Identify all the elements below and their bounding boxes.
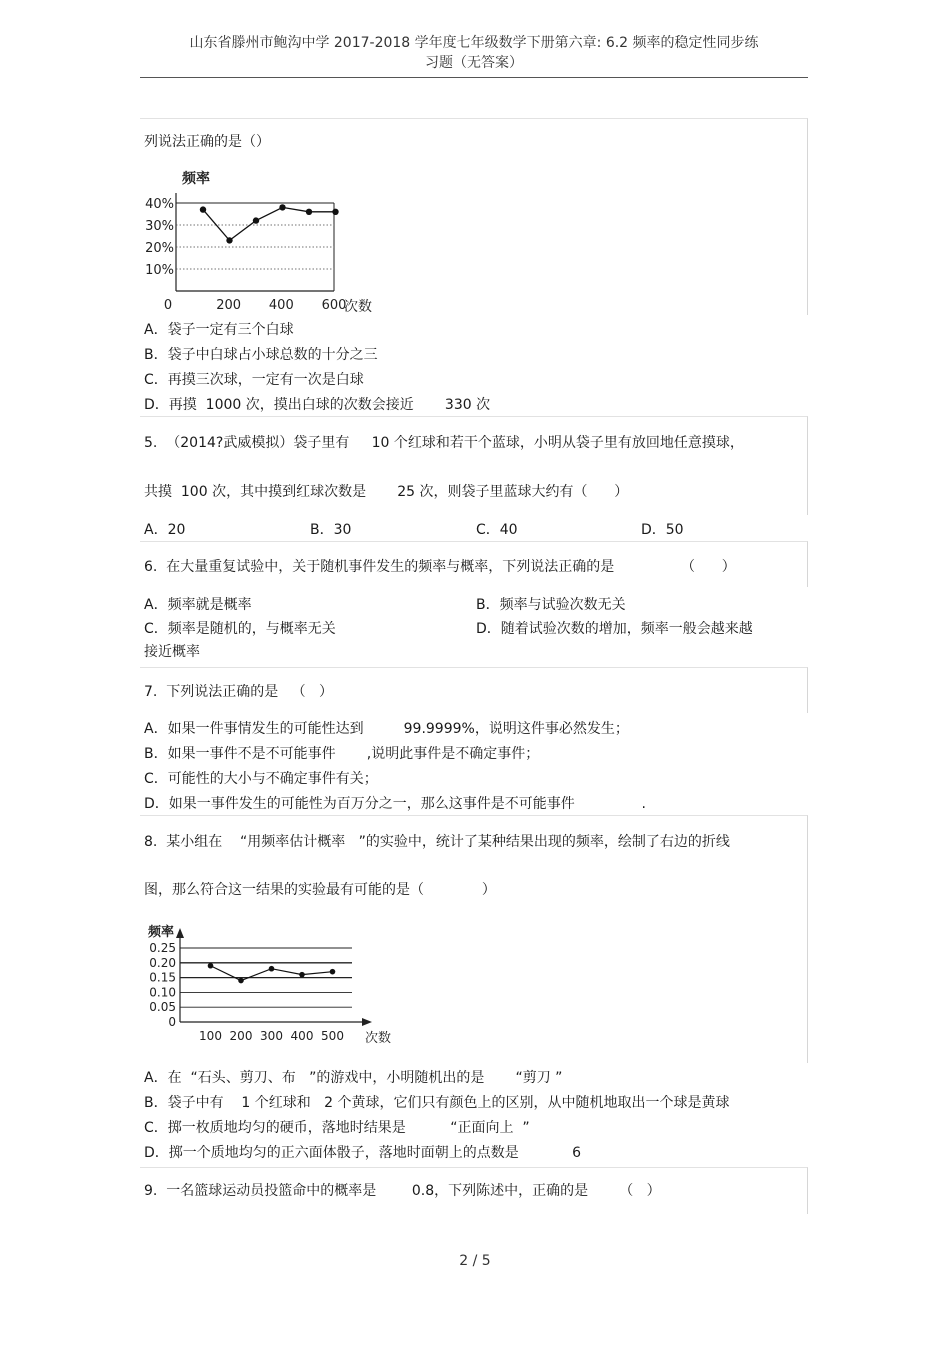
y-tick-label: 0.05 [149,1000,176,1015]
data-point [299,972,305,978]
y-tick-label: 0.10 [149,985,176,1000]
data-point [208,963,214,969]
x-tick-label: 300 [260,1029,283,1043]
x-axis-arrow [362,1018,372,1026]
q7-option-d: D．如果一事件发生的可能性为百万分之一，那么这事件是不可能事件 . [144,796,646,812]
y-tick-label: 0.20 [149,955,176,970]
data-point [200,206,206,212]
x-axis-title: 次数 [365,1031,392,1046]
q6-stem: 6. 在大量重复试验中，关于随机事件发生的频率与概率，下列说法正确的是 （ ） [144,559,736,575]
q5-option-d: D．50 [641,522,684,538]
q6-option-c: C．频率是随机的，与概率无关 [144,621,336,637]
x-tick-label: 200 [216,298,242,313]
x-axis-title: 次数 [344,299,372,315]
x-tick-label: 100 [199,1029,222,1043]
data-point [238,978,244,984]
q5-stem-line-1: 5. （2014?武威模拟）袋子里有 10 个红球和若干个蓝球，小明从袋子里有放回地任意摸球， [144,435,744,451]
page-header [140,33,808,73]
data-point [332,209,338,215]
q7-option-c: C．可能性的大小与不确定事件有关； [144,771,378,787]
y-axis-arrow [176,928,184,938]
y-tick-label: 0.15 [149,970,176,985]
series-line [203,207,336,240]
q5-option-c: C．40 [476,522,518,538]
x-tick-label: 500 [321,1029,344,1043]
q5-option-b: B．30 [310,522,352,538]
q4-frequency-chart [140,165,390,315]
q8-option-b: B．袋子中有 1 个红球和 2 个黄球，它们只有颜色上的区别，从中随机地取出一个球是黄球 [144,1095,730,1111]
data-point [253,217,259,223]
q4-option-b: B．袋子中白球占小球总数的十分之三 [144,347,378,363]
q8-option-d: D．掷一个质地均匀的正六面体骰子，落地时面朝上的点数是 6 [144,1145,582,1161]
x-tick-label: 0 [163,298,173,313]
data-point [306,209,312,215]
page-number: 2 / 5 [459,1253,491,1269]
q8-option-c: C．掷一枚质地均匀的硬币，落地时结果是 “正面向上 ” [144,1120,530,1136]
q6-option-d-continued: 接近概率 [144,644,200,660]
q6-option-b: B．频率与试验次数无关 [476,597,626,613]
header-line-1: 山东省滕州市鲍沟中学 2017-2018 学年度七年级数学下册第六章: 6.2 频率的稳定性同步练 [189,35,759,51]
y-axis-title: 频率 [182,171,210,187]
header-divider [140,77,808,78]
q5-stem-line-2: 共摸 100 次，其中摸到红球次数是 25 次，则袋子里蓝球大约有（ ） [144,484,629,500]
q7-stem: 7. 下列说法正确的是 （ ） [144,684,333,700]
data-point [279,204,285,210]
q8-stem-line-1: 8. 某小组在 “用频率估计概率 ”的实验中，统计了某种结果出现的频率，绘制了右边的折线 [144,834,730,850]
header-line-2: 习题（无答案） [425,55,523,71]
y-tick-label: 40% [145,197,174,212]
y-tick-label: 30% [145,219,174,234]
q6-option-d: D．随着试验次数的增加，频率一般会越来越 [476,621,753,637]
q7-option-a: A．如果一件事情发生的可能性达到 99.9999%，说明这件事必然发生； [144,721,629,737]
q5-option-a: A．20 [144,522,186,538]
y-tick-label: 0 [168,1015,176,1029]
q4-option-c: C．再摸三次球，一定有一次是白球 [144,372,364,388]
x-tick-label: 400 [268,298,294,313]
x-tick-label: 600 [321,298,347,313]
q8-frequency-chart [140,918,400,1058]
q7-option-b: B．如果一事件不是不可能事件 ,说明此事件是不确定事件； [144,746,540,762]
x-tick-label: 200 [229,1029,253,1043]
data-point [269,966,275,972]
q4-option-d: D．再摸 1000 次，摸出白球的次数会接近 330 次 [144,397,491,413]
q8-stem-line-2: 图，那么符合这一结果的实验最有可能的是（ ） [144,882,496,898]
data-point [330,969,336,975]
q9-stem: 9. 一名篮球运动员投篮命中的概率是 0.8，下列陈述中，正确的是 （ ） [144,1183,661,1199]
q6-option-a: A．频率就是概率 [144,597,252,613]
q4-option-a: A．袋子一定有三个白球 [144,322,294,338]
x-tick-label: 400 [290,1029,314,1043]
data-point [226,237,232,243]
y-tick-label: 0.25 [149,941,176,955]
q8-option-a: A．在 “石头、剪刀、布 ”的游戏中，小明随机出的是 “剪刀 ” [144,1070,563,1086]
y-tick-label: 20% [145,241,174,256]
q4-stem-tail: 列说法正确的是（） [144,134,270,150]
y-axis-title: 频率 [148,925,175,940]
y-tick-label: 10% [145,263,174,278]
